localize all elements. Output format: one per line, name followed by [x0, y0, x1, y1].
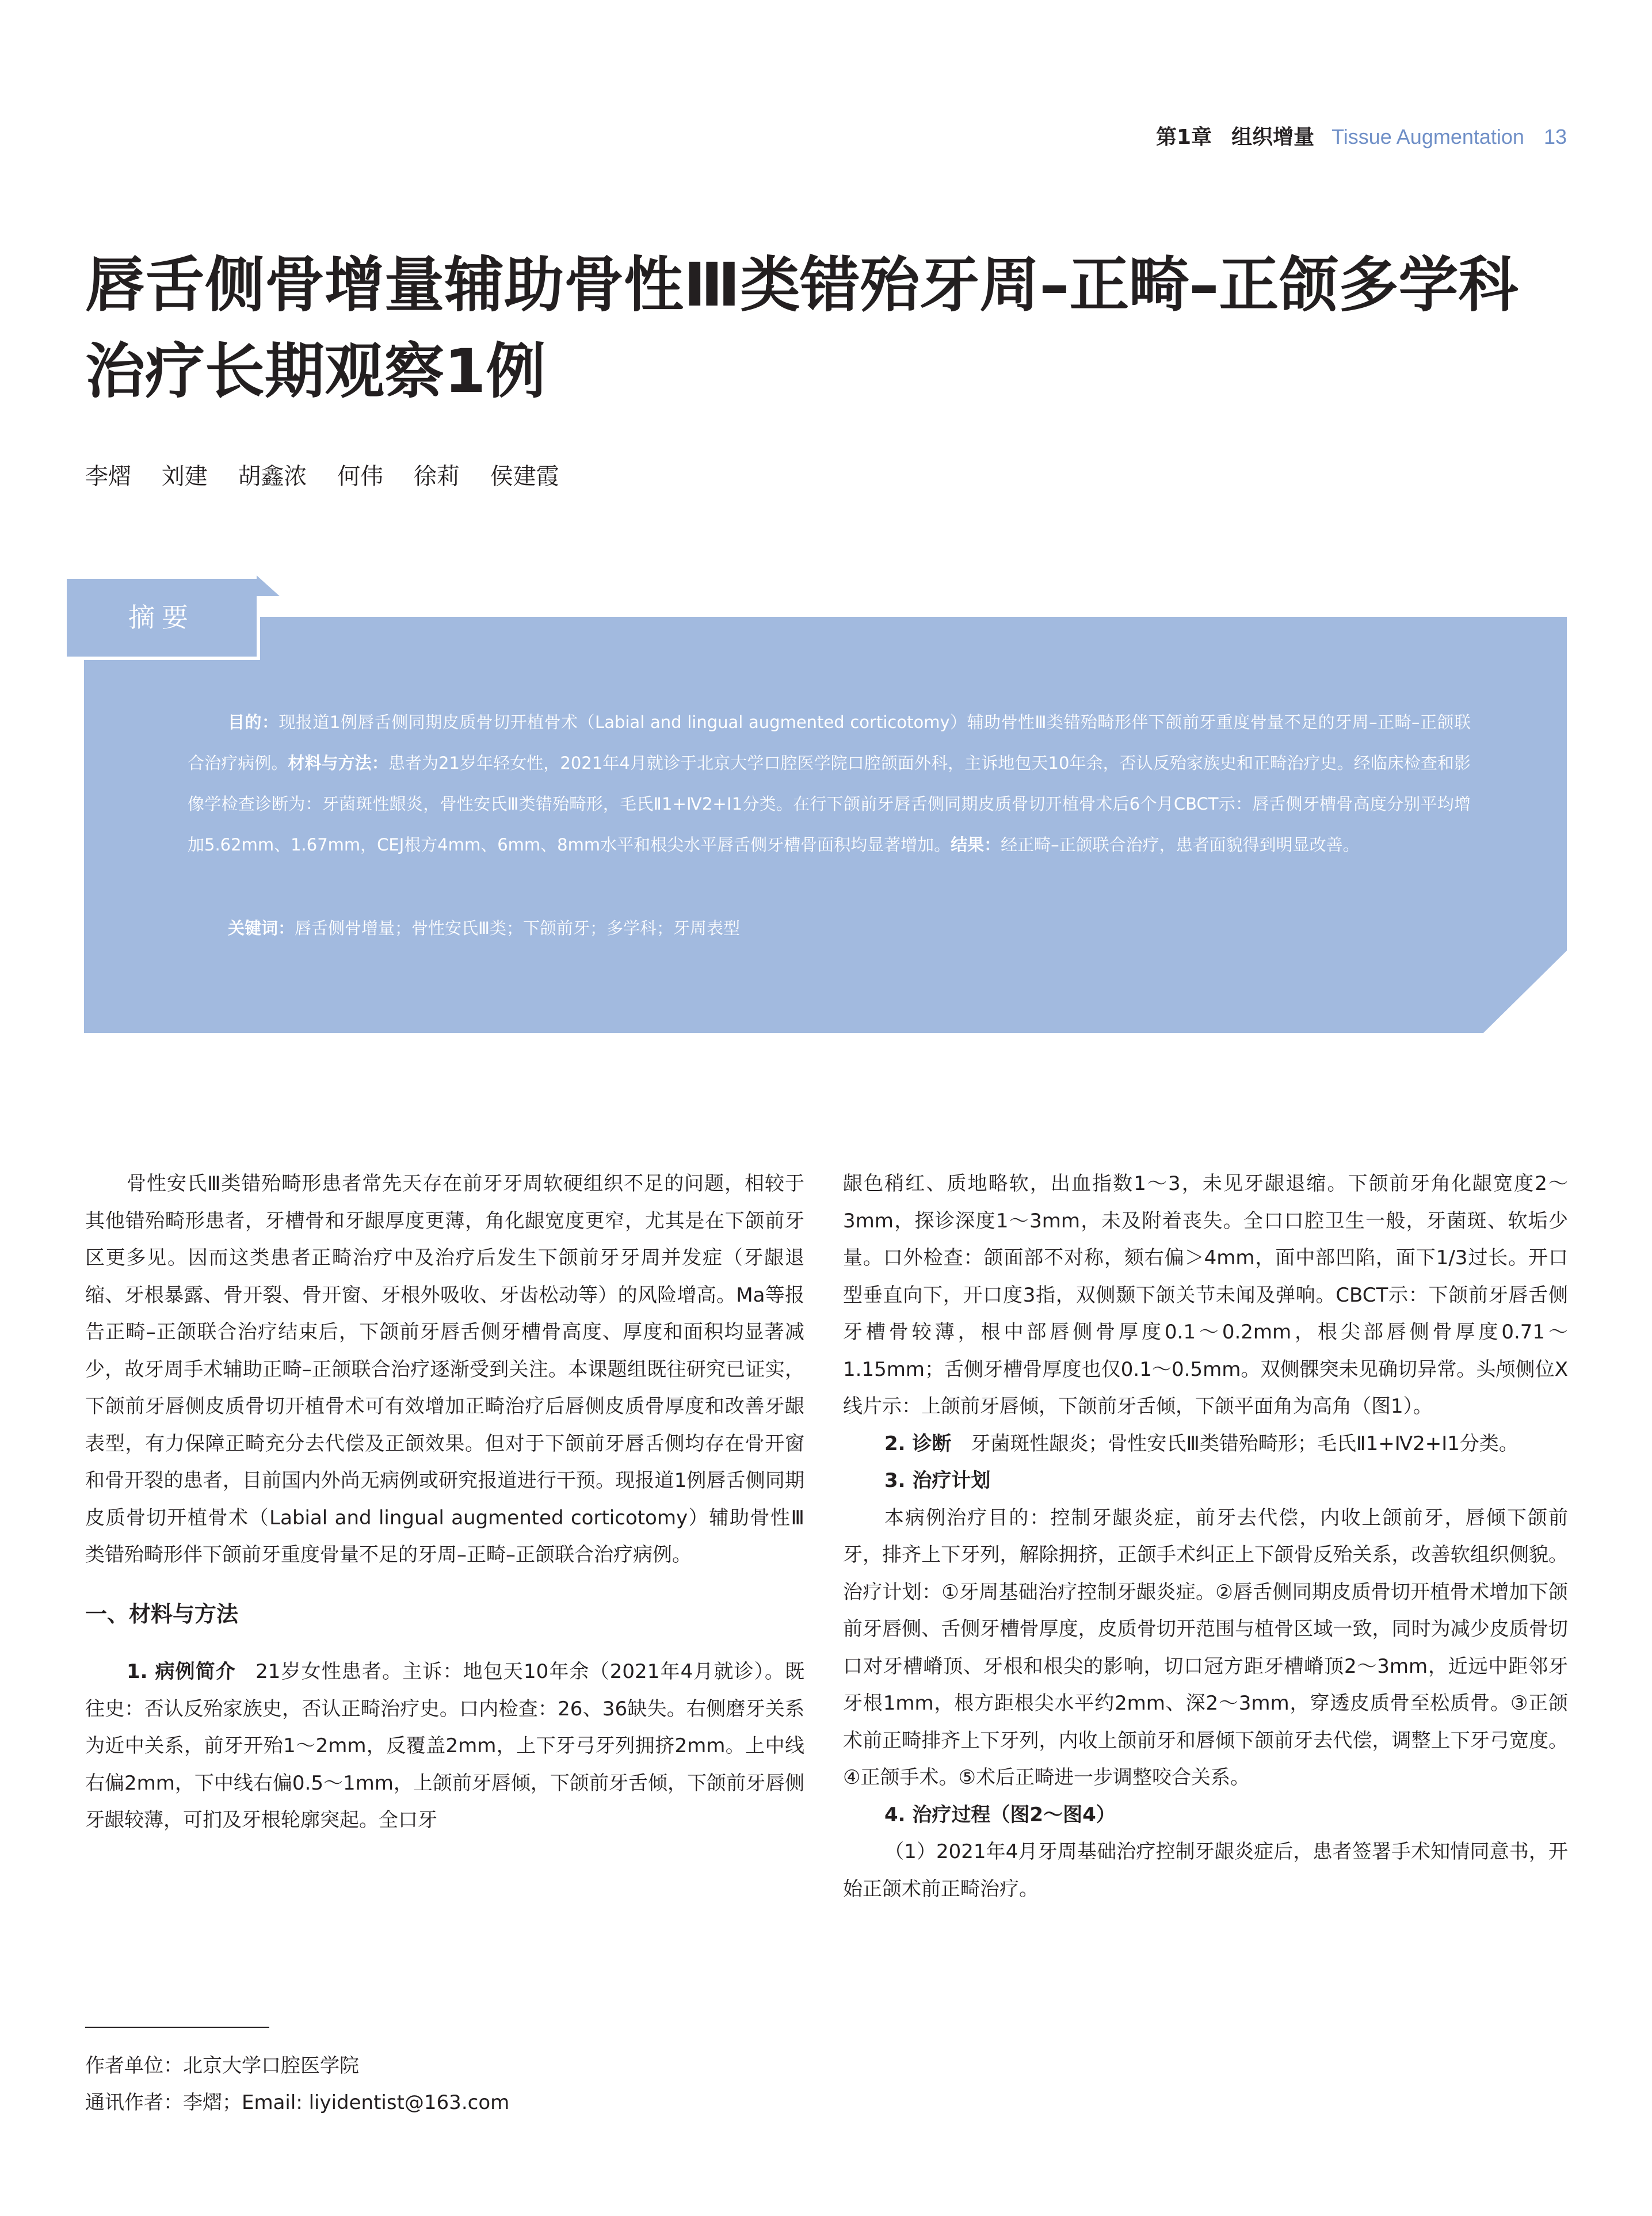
- abstract-body: [188, 702, 1471, 865]
- chapter-english: Tissue Augmentation: [1331, 125, 1524, 148]
- body-column-right: [843, 1165, 1568, 1908]
- case-summary-paragraph: [85, 1653, 804, 1839]
- author-list: 李熠 刘建 胡鑫浓 何伟 徐莉 侯建霞: [85, 463, 559, 490]
- keywords-label: 关键词：: [228, 918, 295, 938]
- abstract-panel-cut-corner: [1483, 951, 1567, 1033]
- abstract-paragraph: [188, 702, 1471, 865]
- running-header: [978, 120, 1567, 154]
- methods-label: 材料与方法：: [288, 753, 388, 773]
- intro-paragraph: 骨性安氏Ⅲ类错殆畸形患者常先天存在前牙牙周软硬组织不足的问题，相较于其他错殆畸形患者，牙槽骨和牙龈厚度更薄，角化龈宽度更窄，尤其是在下颌前牙区更多见。因而这类患者正畸治疗中及治疗后发生下颌前牙牙周并发症（牙龈退缩、牙根暴露、骨开裂、骨开窗、牙根外吸收、牙齿松动等）的风险增高。Ma等报告正畸–正颌联合治疗结束后，下颌前牙唇舌侧牙槽骨高度、厚度和面积均显著减少，故牙周手术辅助正畸–正颌联合治疗逐渐受到关注。本课题组既往研究已证实，下颌前牙唇侧皮质骨切开植骨术可有效增加正畸治疗后唇侧皮质骨厚度和改善牙龈表型，有力保障正畸充分去代偿及正颌效果。但对于下颌前牙唇舌侧均存在骨开窗和骨开裂的患者，目前国内外尚无病例或研究报道进行干预。现报道1例唇舌侧同期皮质骨切开植骨术（Labial and lingual augmented corticotomy）辅助骨性Ⅲ类错殆畸形伴下颌前牙重度骨量不足的牙周–正畸–正颌联合治疗病例。: [85, 1172, 804, 1566]
- abstract-tab-fold: [257, 575, 280, 596]
- abstract-tab-label: 摘要: [128, 602, 195, 633]
- article-title: [85, 242, 1581, 414]
- treatment-process-paragraph: （1）2021年4月牙周基础治疗控制牙龈炎症后，患者签署手术知情同意书，开始正颌术前正畸治疗。: [843, 1840, 1568, 1901]
- author-affiliation: 作者单位：北京大学口腔医学院: [85, 2054, 359, 2077]
- keywords: [228, 908, 1471, 949]
- diagnosis-text: 牙菌斑性龈炎；骨性安氏Ⅲ类错殆畸形；毛氏Ⅱ1+Ⅳ2+Ⅰ1分类。: [971, 1432, 1519, 1455]
- section-heading-materials-methods: 一、材料与方法: [85, 1601, 239, 1627]
- objective-label: 目的：: [228, 712, 279, 732]
- diagnosis-heading: 2. 诊断: [884, 1432, 952, 1455]
- case-summary-continued: 龈色稍红、质地略软，出血指数1～3，未见牙龈退缩。下颌前牙角化龈宽度2～3mm，探诊深度1～3mm，未及附着丧失。全口口腔卫生一般，牙菌斑、软垢少量。口外检查：颌面部不对称，颏右偏＞4mm，面中部凹陷，面下1/3过长。开口型垂直向下，开口度3指，双侧颞下颌关节未闻及弹响。CBCT示：下颌前牙唇舌侧牙槽骨较薄，根中部唇侧骨厚度0.1～0.2mm，根尖部唇侧骨厚度0.71～1.15mm；舌侧牙槽骨厚度也仅0.1～0.5mm。双侧髁突未见确切异常。头颅侧位X线片示：上颌前牙唇倾，下颌前牙舌倾，下颌平面角为高角（图1）。: [843, 1172, 1568, 1418]
- case-summary-heading: 1. 病例简介: [127, 1660, 236, 1683]
- abstract-tab: [63, 575, 260, 660]
- methods-text: 患者为21岁年轻女性，2021年4月就诊于北京大学口腔医学院口腔颌面外科，主诉地包天10年余，否认反殆家族史和正畸治疗史。经临床检查和影像学检查诊断为：牙菌斑性龈炎，骨性安氏Ⅲ类错殆畸形，毛氏Ⅱ1+Ⅳ2+Ⅰ1分类。在行下颌前牙唇舌侧同期皮质骨切开植骨术后6个月CBCT示：唇舌侧牙槽骨高度分别平均增加5.62mm、1.67mm，CEJ根方4mm、6mm、8mm水平和根尖水平唇舌侧牙槽骨面积均显著增加。: [188, 753, 1471, 855]
- footnote-divider: [85, 2027, 269, 2028]
- chapter-label: 第1章: [1156, 125, 1212, 149]
- chapter-category: 组织增量: [1231, 125, 1315, 149]
- diagnosis-paragraph: [843, 1425, 1568, 1463]
- footnote: [85, 2047, 804, 2121]
- objective-text: 现报道1例唇舌侧同期皮质骨切开植骨术（Labial and lingual augmented corticotomy）辅助骨性Ⅲ类错殆畸形伴下颌前牙重度骨量不足的牙周–正畸–正颌联合治疗病例。: [188, 712, 1471, 773]
- body-column-left: [85, 1165, 804, 1839]
- article-title-line-2: 治疗长期观察1例: [85, 336, 546, 406]
- treatment-process-heading: 4. 治疗过程（图2～图4）: [884, 1803, 1116, 1826]
- case-summary-text: 21岁女性患者。主诉：地包天10年余（2021年4月就诊）。既往史：否认反殆家族史，否认正畸治疗史。口内检查：26、36缺失。右侧磨牙关系为近中关系，前牙开殆1～2mm，反覆盖2mm，上下牙弓牙列拥挤2mm。上中线右偏2mm，下中线右偏0.5～1mm，上颌前牙唇倾，下颌前牙舌倾，下颌前牙唇侧牙龈较薄，可扪及牙根轮廓突起。全口牙: [85, 1660, 804, 1832]
- corresponding-author: 通讯作者：李熠；Email: liyidentist@163.com: [85, 2091, 510, 2114]
- keywords-text: 唇舌侧骨增量；骨性安氏Ⅲ类；下颌前牙；多学科；牙周表型: [295, 918, 741, 938]
- treatment-plan-heading: 3. 治疗计划: [884, 1469, 991, 1492]
- page-number: 13: [1543, 125, 1567, 148]
- article-title-line-1: 唇舌侧骨增量辅助骨性Ⅲ类错殆牙周–正畸–正颌多学科: [85, 250, 1519, 320]
- results-text: 经正畸–正颌联合治疗，患者面貌得到明显改善。: [1001, 835, 1360, 855]
- results-label: 结果：: [951, 835, 1001, 855]
- treatment-plan-paragraph: 本病例治疗目的：控制牙龈炎症，前牙去代偿，内收上颌前牙，唇倾下颌前牙，排齐上下牙列，解除拥挤，正颌手术纠正上下颌骨反殆关系，改善软组织侧貌。治疗计划：①牙周基础治疗控制牙龈炎症。②唇舌侧同期皮质骨切开植骨术增加下颌前牙唇侧、舌侧牙槽骨厚度，皮质骨切开范围与植骨区域一致，同时为减少皮质骨切口对牙槽嵴顶、牙根和根尖的影响，切口冠方距牙槽嵴顶2～3mm，近远中距邻牙牙根1mm，根方距根尖水平约2mm、深2～3mm，穿透皮质骨至松质骨。③正颌术前正畸排齐上下牙列，内收上颌前牙和唇倾下颌前牙去代偿，调整上下牙弓宽度。④正颌手术。⑤术后正畸进一步调整咬合关系。: [843, 1506, 1568, 1789]
